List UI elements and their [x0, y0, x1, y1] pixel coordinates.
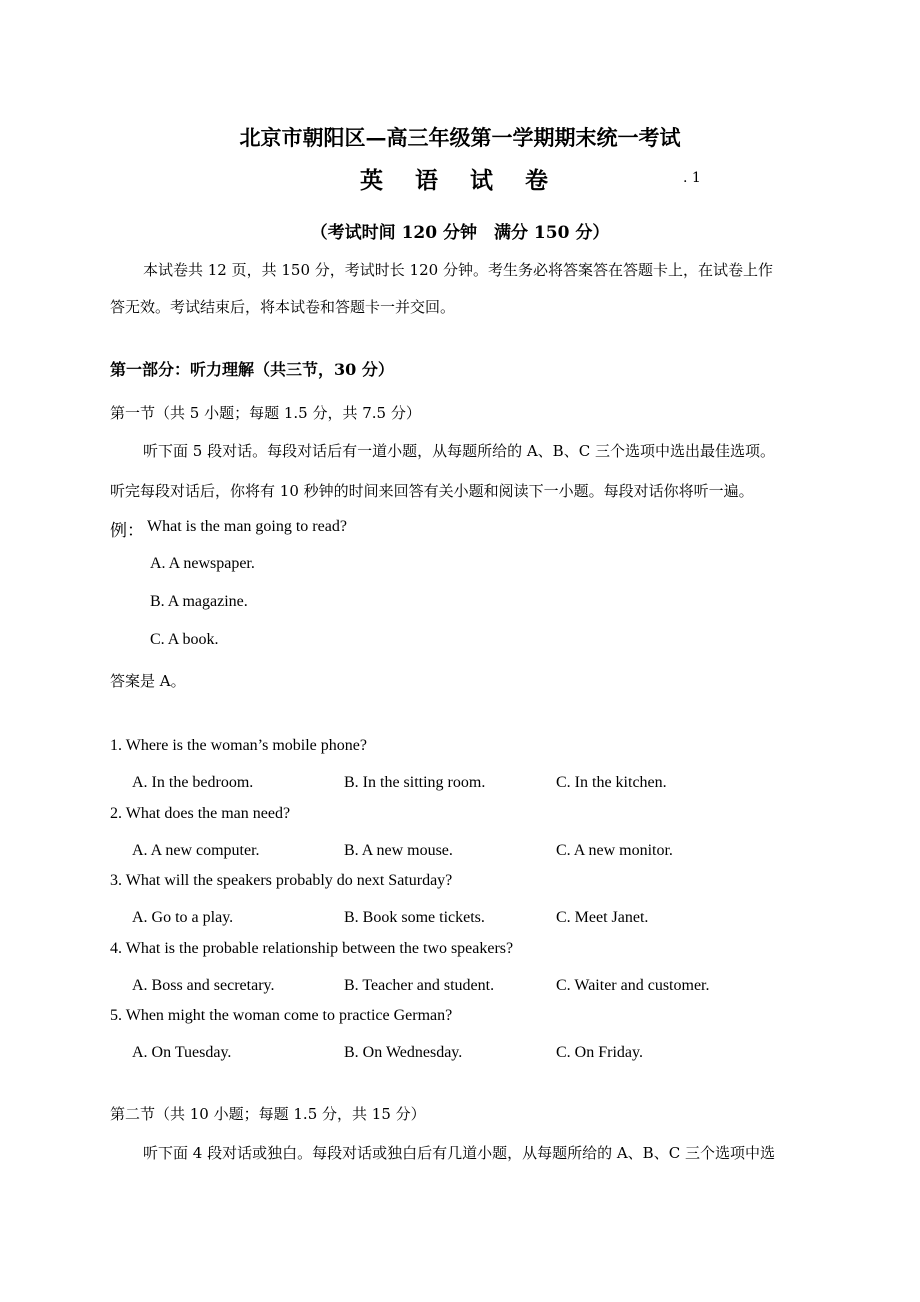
question-5-option-b: B. On Wednesday.	[344, 1044, 463, 1061]
question-2-option-c: C. A new monitor.	[556, 842, 673, 859]
question-5-option-c: C. On Friday.	[556, 1044, 643, 1061]
example-option-b: B. A magazine.	[150, 593, 248, 610]
example-option-c: C. A book.	[150, 631, 219, 648]
question-1-option-b: B. In the sitting room.	[344, 774, 486, 791]
exam-info: （考试时间 120 分钟 满分 150 分）	[310, 223, 610, 243]
question-3-option-a: A. Go to a play.	[132, 909, 234, 926]
question-1: 1. Where is the woman’s mobile phone?	[110, 737, 367, 754]
question-4-option-c: C. Waiter and customer.	[556, 977, 710, 994]
instructions-line-1: 本试卷共 12 页，共 150 分，考试时长 120 分钟。考生务必将答案答在答题卡上，在试卷上作	[143, 261, 773, 279]
subject-title: 英 语 试 卷	[359, 167, 561, 194]
question-2-option-a: A. A new computer.	[132, 842, 260, 859]
section1-desc-line-1: 听下面 5 段对话。每段对话后有一道小题，从每题所给的 A、B、C 三个选项中选出最佳选项。	[143, 442, 775, 460]
page-mark: . 1	[683, 170, 701, 186]
question-4-option-b: B. Teacher and student.	[344, 977, 495, 994]
question-1-option-a: A. In the bedroom.	[132, 774, 254, 791]
example-question: What is the man going to read?	[147, 518, 347, 535]
question-3: 3. What will the speakers probably do next Saturday?	[110, 872, 453, 889]
question-1-option-c: C. In the kitchen.	[556, 774, 667, 791]
example-label: 例：	[110, 521, 144, 541]
question-2-option-b: B. A new mouse.	[344, 842, 453, 859]
instructions-line-2: 答无效。考试结束后，将本试卷和答题卡一并交回。	[110, 298, 456, 316]
example-option-a: A. A newspaper.	[150, 555, 255, 572]
question-4-option-a: A. Boss and secretary.	[132, 977, 275, 994]
question-4: 4. What is the probable relationship between the two speakers?	[110, 940, 514, 957]
example-answer: 答案是 A。	[110, 672, 186, 690]
question-3-option-b: B. Book some tickets.	[344, 909, 485, 926]
part1-heading: 第一部分：听力理解（共三节，30 分）	[110, 360, 394, 379]
section2-desc-line-1: 听下面 4 段对话或独白。每段对话或独白后有几道小题，从每题所给的 A、B、C 三个选项中选	[143, 1144, 775, 1162]
question-5-option-a: A. On Tuesday.	[132, 1044, 232, 1061]
section2-heading: 第二节（共 10 小题；每题 1.5 分，共 15 分）	[110, 1105, 426, 1123]
exam-title: 北京市朝阳区—高三年级第一学期期末统一考试	[239, 125, 681, 150]
question-2: 2. What does the man need?	[110, 805, 291, 822]
question-5: 5. When might the woman come to practice German?	[110, 1007, 453, 1024]
section1-heading: 第一节（共 5 小题；每题 1.5 分，共 7.5 分）	[110, 404, 421, 422]
section1-desc-line-2: 听完每段对话后，你将有 10 秒钟的时间来回答有关小题和阅读下一小题。每段对话你将听一遍。	[110, 482, 754, 500]
question-3-option-c: C. Meet Janet.	[556, 909, 649, 926]
